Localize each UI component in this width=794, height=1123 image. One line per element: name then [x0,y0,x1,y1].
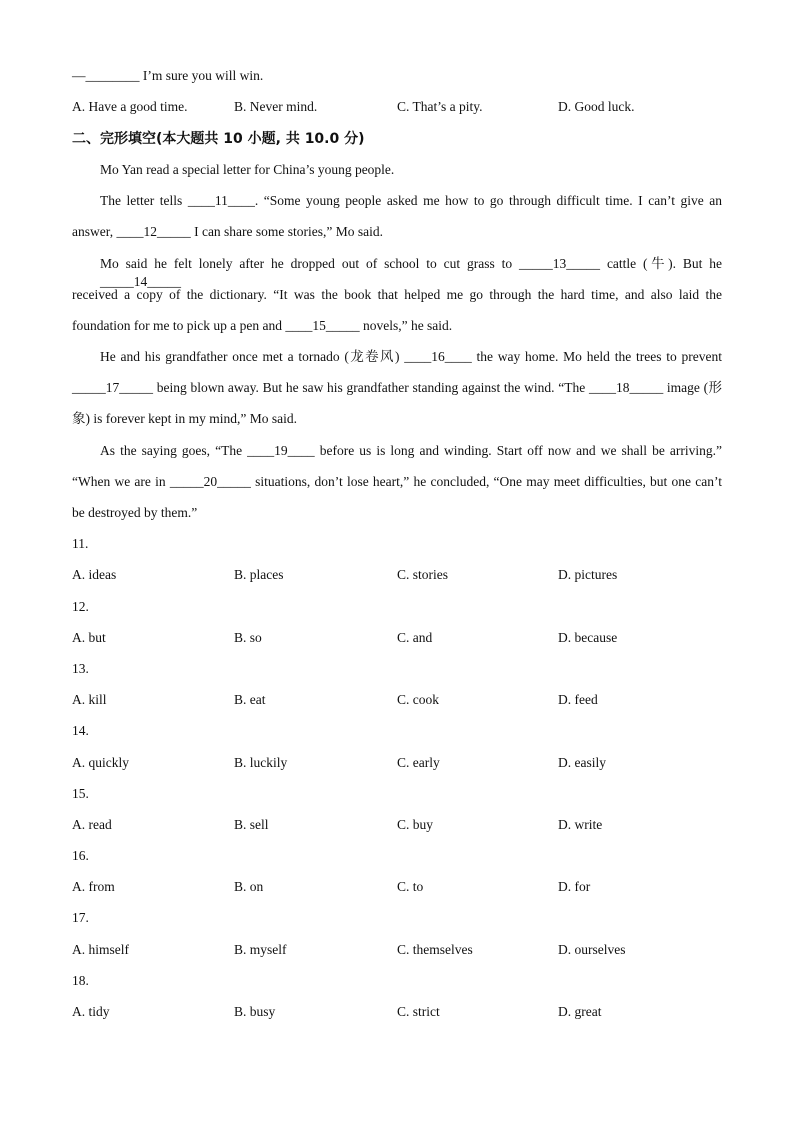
option-c: C. strict [397,1004,440,1019]
passage-paragraph-5-line-3: be destroyed by them.” [72,505,198,520]
option-a: A. ideas [72,567,117,582]
option-b: B. on [234,879,264,894]
passage-paragraph-4-line-2: _____17_____ being blown away. But he saw his grandfather standing against the wind. “The ____18_____ image (形 [72,380,722,395]
option-a: A. quickly [72,755,129,770]
option-c: C. early [397,755,440,770]
passage-paragraph-2-line-2: answer, ____12_____ I can share some stories,” Mo said. [72,224,384,239]
blank-12: ____12_____ [116,224,191,239]
option-c: C. themselves [397,942,473,957]
option-c: C. cook [397,692,439,707]
option-b: B. sell [234,817,269,832]
option-d: D. write [558,817,603,832]
option-d: D. Good luck. [558,99,635,114]
section-heading: 二、完形填空(本大题共 10 小题, 共 10.0 分) [72,131,365,147]
option-b: B. busy [234,1004,276,1019]
blank-18: ____18_____ [588,380,664,395]
option-b: B. Never mind. [234,99,318,114]
question-number: 14. [72,723,89,738]
question-number: 12. [72,599,89,614]
passage-paragraph-5-line-2: “When we are in _____20_____ situations, don’t lose heart,” he concluded, “One may meet difficulties, but one can’t [72,474,722,489]
blank-15: ____15_____ [285,318,360,333]
option-d: D. great [558,1004,602,1019]
option-a: A. Have a good time. [72,99,188,114]
passage-paragraph-3-line-1: Mo said he felt lonely after he dropped out of school to cut grass to _____13_____ cattle (牛). But he _____14_____ [100,256,722,289]
passage-paragraph-3-line-3: foundation for me to pick up a pen and ____15_____ novels,” he said. [72,318,453,333]
option-b: B. myself [234,942,287,957]
blank-11: ____11____ [187,193,255,208]
question-number: 11. [72,536,89,551]
question-number: 17. [72,910,89,925]
option-d: D. easily [558,755,606,770]
option-b: B. so [234,630,262,645]
option-c: C. to [397,879,424,894]
passage-paragraph-1: Mo Yan read a special letter for China’s young people. [100,162,395,177]
option-a: A. tidy [72,1004,110,1019]
option-a: A. from [72,879,115,894]
option-a: A. but [72,630,106,645]
passage-paragraph-2-line-1: The letter tells ____11____. “Some young people asked me how to go through difficult time. I can’t give an [100,193,722,208]
blank-13: _____13_____ [519,256,601,271]
option-d: D. for [558,879,591,894]
option-d: D. feed [558,692,598,707]
question-number: 16. [72,848,89,863]
blank-17: _____17_____ [72,380,153,395]
option-d: D. pictures [558,567,618,582]
option-b: B. luckily [234,755,288,770]
option-d: D. because [558,630,618,645]
option-c: C. That’s a pity. [397,99,483,114]
option-a: A. read [72,817,112,832]
blank-20: _____20_____ [169,474,251,489]
blank-16: ____16____ [404,349,472,364]
prev-question-line: —________ I’m sure you will win. [72,68,264,83]
question-number: 13. [72,661,89,676]
option-b: B. places [234,567,284,582]
option-a: A. himself [72,942,129,957]
passage-paragraph-4-line-1: He and his grandfather once met a tornado (龙卷风) ____16____ the way home. Mo held the trees to prevent [100,349,722,364]
option-c: C. stories [397,567,449,582]
question-number: 18. [72,973,89,988]
option-a: A. kill [72,692,107,707]
option-b: B. eat [234,692,266,707]
blank-14: _____14_____ [100,274,181,289]
option-c: C. and [397,630,433,645]
passage-paragraph-5-line-1: As the saying goes, “The ____19____ before us is long and winding. Start off now and we shall be arriving.” [100,443,723,458]
option-d: D. ourselves [558,942,626,957]
passage-paragraph-4-line-3: 象) is forever kept in my mind,” Mo said. [72,411,297,426]
option-c: C. buy [397,817,434,832]
blank-19: ____19____ [247,443,315,458]
question-number: 15. [72,786,89,801]
passage-paragraph-3-line-2: received a copy of the dictionary. “It was the book that helped me go through the hard time, and also laid the [72,287,722,302]
